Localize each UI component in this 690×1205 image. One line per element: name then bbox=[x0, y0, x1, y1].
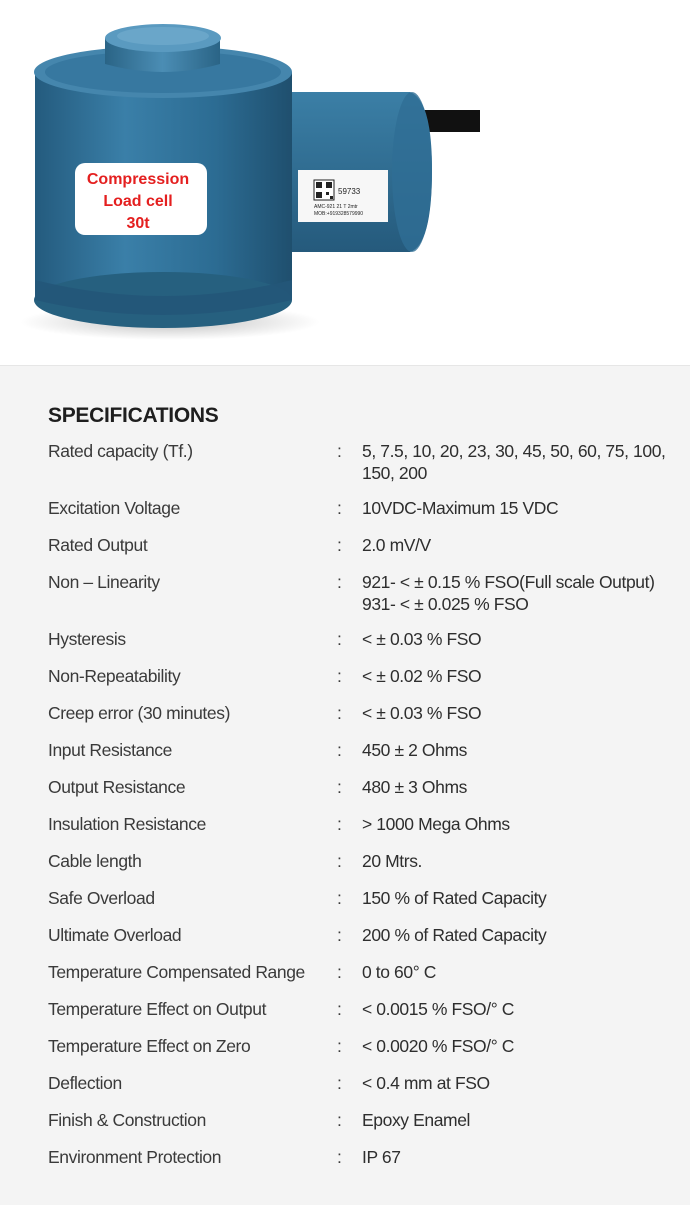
spec-value: < ± 0.03 % FSO bbox=[362, 629, 482, 649]
load-cell-image bbox=[0, 0, 690, 365]
spec-label: Rated Output bbox=[48, 535, 148, 555]
spec-separator: : bbox=[337, 851, 342, 871]
label-line-2: Load cell bbox=[103, 193, 173, 210]
spec-separator: : bbox=[337, 814, 342, 834]
sticker-line-2: AMC-921 21 T 2mtr bbox=[314, 204, 358, 210]
spec-label: Excitation Voltage bbox=[48, 498, 180, 518]
spec-separator: : bbox=[337, 535, 342, 555]
spec-label: Cable length bbox=[48, 851, 142, 871]
spec-value: > 1000 Mega Ohms bbox=[362, 814, 510, 834]
spec-value: 200 % of Rated Capacity bbox=[362, 925, 547, 945]
spec-separator: : bbox=[337, 740, 342, 760]
spec-separator: : bbox=[337, 629, 342, 649]
spec-label: Safe Overload bbox=[48, 888, 155, 908]
spec-label: Insulation Resistance bbox=[48, 814, 206, 834]
product-image-panel bbox=[0, 0, 690, 366]
spec-label: Hysteresis bbox=[48, 629, 126, 649]
spec-separator: : bbox=[337, 777, 342, 797]
spec-separator: : bbox=[337, 1036, 342, 1056]
specifications-title: SPECIFICATIONS bbox=[48, 404, 219, 427]
spec-separator: : bbox=[337, 888, 342, 908]
spec-value: 150 % of Rated Capacity bbox=[362, 888, 547, 908]
sticker-line-3: MOB:+919328579990 bbox=[314, 211, 364, 217]
spec-label: Finish & Construction bbox=[48, 1110, 206, 1130]
sticker-serial: 59733 bbox=[338, 187, 361, 196]
spec-label: Input Resistance bbox=[48, 740, 172, 760]
spec-value: 921- < ± 0.15 % FSO(Full scale Output) 931- < ± 0.025 % FSO bbox=[362, 572, 655, 614]
qr-code-icon bbox=[314, 180, 334, 200]
spec-value: Epoxy Enamel bbox=[362, 1110, 471, 1130]
spec-value: 5, 7.5, 10, 20, 23, 30, 45, 50, 60, 75, 100, 150, 200 bbox=[362, 441, 666, 483]
spec-separator: : bbox=[337, 1073, 342, 1093]
spec-label: Output Resistance bbox=[48, 777, 186, 797]
spec-value: 2.0 mV/V bbox=[362, 535, 431, 555]
spec-value: < ± 0.02 % FSO bbox=[362, 666, 482, 686]
spec-value: < 0.4 mm at FSO bbox=[362, 1073, 490, 1093]
spec-label: Creep error (30 minutes) bbox=[48, 703, 230, 723]
spec-label: Rated capacity (Tf.) bbox=[48, 441, 193, 461]
spec-value: IP 67 bbox=[362, 1147, 401, 1167]
spec-label: Temperature Compensated Range bbox=[48, 962, 305, 982]
spec-value: 20 Mtrs. bbox=[362, 851, 423, 871]
spec-value: < 0.0015 % FSO/° C bbox=[362, 999, 515, 1019]
spec-label: Temperature Effect on Zero bbox=[48, 1036, 251, 1056]
spec-separator: : bbox=[337, 1110, 342, 1130]
spec-separator: : bbox=[337, 962, 342, 982]
spec-value: 10VDC-Maximum 15 VDC bbox=[362, 498, 559, 518]
label-line-3: 30t bbox=[126, 215, 150, 232]
spec-value: 450 ± 2 Ohms bbox=[362, 740, 467, 760]
spec-separator: : bbox=[337, 498, 342, 518]
spec-separator: : bbox=[337, 703, 342, 723]
spec-separator: : bbox=[337, 441, 342, 461]
spec-separator: : bbox=[337, 572, 342, 592]
spec-label: Non – Linearity bbox=[48, 572, 160, 592]
spec-value: < ± 0.03 % FSO bbox=[362, 703, 482, 723]
spec-separator: : bbox=[337, 1147, 342, 1167]
spec-label: Environment Protection bbox=[48, 1147, 222, 1167]
label-line-1: Compression bbox=[86, 171, 190, 188]
spec-label: Ultimate Overload bbox=[48, 925, 182, 945]
spec-value: < 0.0020 % FSO/° C bbox=[362, 1036, 515, 1056]
specifications-section bbox=[0, 366, 690, 1205]
spec-label: Non-Repeatability bbox=[48, 666, 181, 686]
spec-label: Temperature Effect on Output bbox=[48, 999, 267, 1019]
spec-separator: : bbox=[337, 666, 342, 686]
spec-separator: : bbox=[337, 925, 342, 945]
spec-value: 480 ± 3 Ohms bbox=[362, 777, 467, 797]
spec-separator: : bbox=[337, 999, 342, 1019]
spec-label: Deflection bbox=[48, 1073, 122, 1093]
spec-value: 0 to 60° C bbox=[362, 962, 437, 982]
